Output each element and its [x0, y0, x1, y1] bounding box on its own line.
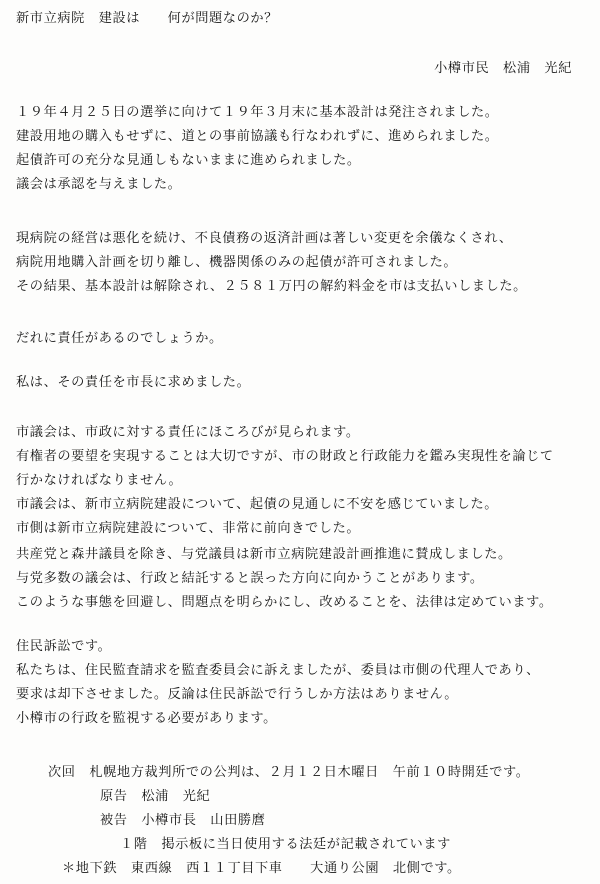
- court-notice-access: ＊地下鉄 東西線 西１１丁目下車 大通り公園 北側です。: [62, 861, 461, 876]
- paragraph-1-line-3: 起債許可の充分な見通しもないままに進められました。: [16, 153, 361, 168]
- paragraph-4-line-1: 私は、その責任を市長に求めました。: [16, 375, 251, 390]
- paragraph-3-line-1: だれに責任があるのでしょうか。: [16, 331, 223, 346]
- author-name: 小樽市民 松浦 光紀: [434, 61, 572, 76]
- paragraph-6-line-3: 要求は却下させました。反論は住民訴訟で行うしか方法はありません。: [16, 687, 458, 702]
- paragraph-1-line-1: １９年４月２５日の選挙に向けて１９年３月末に基本設計は発注されました。: [16, 105, 499, 120]
- paragraph-5-line-6: 共産党と森井議員を除き、与党議員は新市立病院建設計画推進に賛成しました。: [16, 547, 512, 562]
- document-title: 新市立病院 建設は 何が問題なのか？: [16, 11, 278, 26]
- paragraph-5-line-4: 市議会は、新市立病院建設について、起債の見通しに不安を感じていました。: [16, 497, 499, 512]
- paragraph-5-line-3: 行かなければなりません。: [16, 473, 183, 488]
- paragraph-5-line-1: 市議会は、市政に対する責任にほころびが見られます。: [16, 425, 360, 440]
- paragraph-2-line-3: その結果、基本設計は解除され、２５８１万円の解約料金を市は支払いしました。: [16, 279, 527, 294]
- paragraph-5-line-5: 市側は新市立病院建設について、非常に前向きでした。: [16, 521, 361, 536]
- paragraph-1-line-4: 議会は承認を与えました。: [16, 177, 182, 192]
- paragraph-2-line-1: 現病院の経営は悪化を続け、不良債務の返済計画は著しい変更を余儀なくされ、: [16, 231, 513, 246]
- paragraph-5-line-8: このような事態を回避し、問題点を明らかにし、改めることを、法律は定めています。: [16, 595, 553, 610]
- paragraph-5-line-2: 有権者の要望を実現することは大切ですが、市の財政と行政能力を鑑み実現性を論じて: [16, 449, 554, 464]
- paragraph-1-line-2: 建設用地の購入もせずに、道との事前協議も行なわれずに、進められました。: [16, 129, 499, 144]
- paragraph-6-line-2: 私たちは、住民監査請求を監査委員会に訴えましたが、委員は市側の代理人であり、: [16, 663, 540, 678]
- court-notice-plaintiff: 原告 松浦 光紀: [100, 789, 211, 804]
- paragraph-6-line-1: 住民訴訟です。: [16, 639, 112, 654]
- paragraph-5-line-7: 与党多数の議会は、行政と結託すると誤った方向に向かうことがあります。: [16, 571, 484, 586]
- court-notice-main: 次回 札幌地方裁判所での公判は、２月１２日木曜日 午前１０時開廷です。: [48, 765, 530, 780]
- court-notice-defendant: 被告 小樽市長 山田勝麿: [100, 813, 266, 828]
- paragraph-2-line-2: 病院用地購入計画を切り離し、機器関係のみの起債が許可されました。: [16, 255, 458, 270]
- court-notice-board: １階 掲示板に当日使用する法廷が記載されています: [120, 837, 451, 852]
- paragraph-6-line-4: 小樽市の行政を監視する必要があります。: [16, 711, 277, 726]
